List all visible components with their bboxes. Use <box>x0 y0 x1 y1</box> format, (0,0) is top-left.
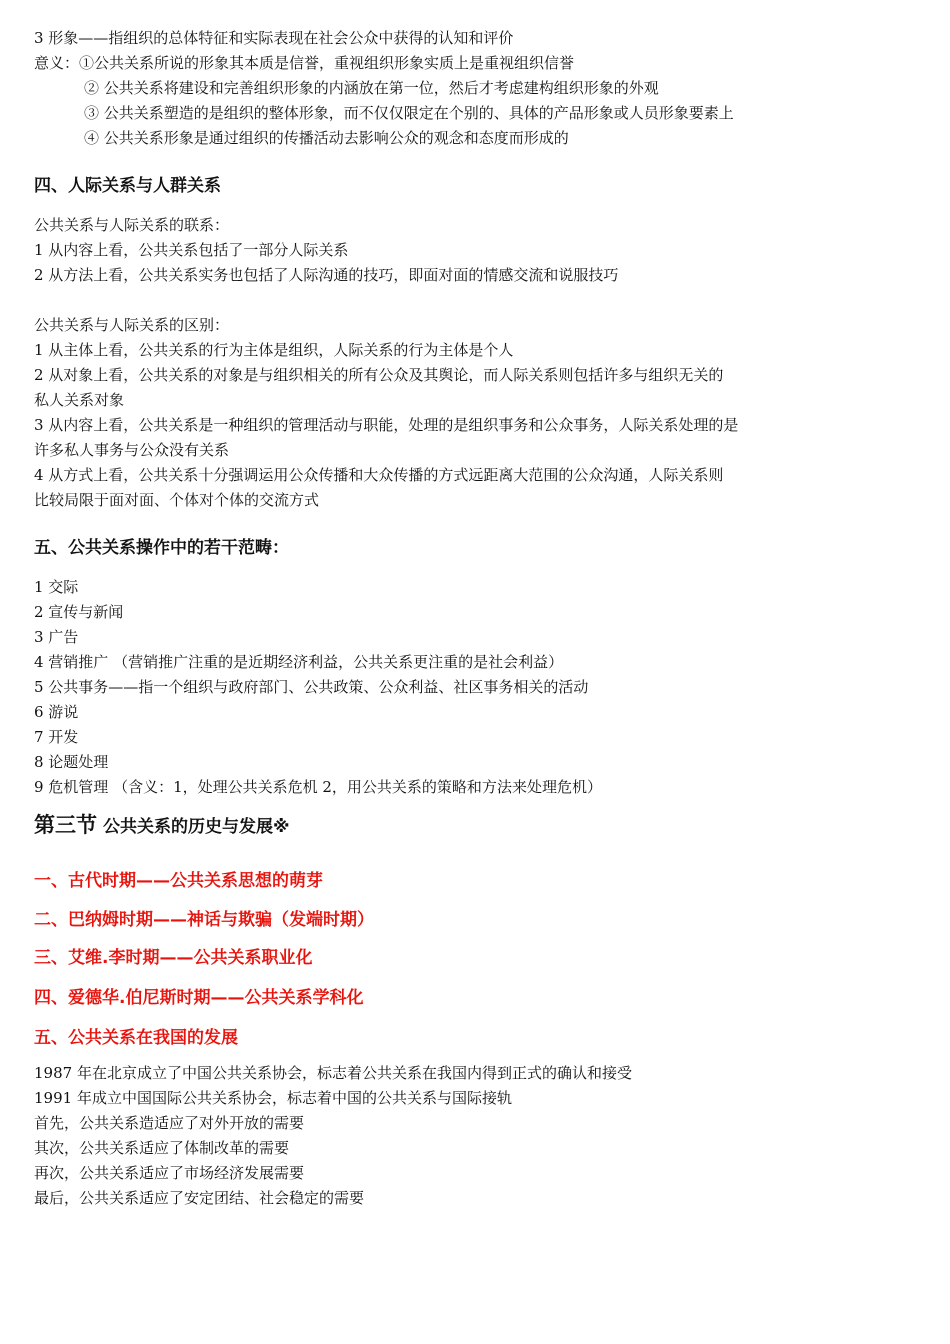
china-line: 最后，公共关系适应了安定团结、社会稳定的需要 <box>34 1189 365 1207</box>
section5-heading: 五、公共关系操作中的若干范畴： <box>34 538 289 558</box>
period-heading-1: 一、古代时期——公共关系思想的萌芽 <box>34 871 323 891</box>
category-item: 2 宣传与新闻 <box>34 603 124 621</box>
document-page <box>34 26 824 1211</box>
category-item: 7 开发 <box>34 728 79 746</box>
diff-title: 公共关系与人际关系的区别： <box>34 316 230 334</box>
chapter3-title-row <box>34 808 824 842</box>
chapter3-label: 第三节 <box>34 813 97 837</box>
link-item-1: 1 从内容上看，公共关系包括了一部分人际关系 <box>34 241 349 259</box>
diff-item-2a: 2 从对象上看，公共关系的对象是与组织相关的所有公众及其舆论，而人际关系则包括许多与组织无关的 <box>34 366 724 384</box>
diff-item-4b: 比较局限于面对面、个体对个体的交流方式 <box>34 491 320 509</box>
diff-item-3b: 许多私人事务与公众没有关系 <box>34 441 230 459</box>
category-item: 1 交际 <box>34 578 79 596</box>
diff-item-3a: 3 从内容上看，公共关系是一种组织的管理活动与职能，处理的是组织事务和公众事务，人际关系处理的是 <box>34 416 739 434</box>
category-item: 4 营销推广 （营销推广注重的是近期经济利益，公共关系更注重的是社会利益） <box>34 653 564 671</box>
link-title: 公共关系与人际关系的联系： <box>34 216 230 234</box>
period-heading-5: 五、公共关系在我国的发展 <box>34 1028 238 1048</box>
section4-heading: 四、人际关系与人群关系 <box>34 176 221 196</box>
diff-item-1: 1 从主体上看，公共关系的行为主体是组织，人际关系的行为主体是个人 <box>34 341 514 359</box>
period-heading-4: 四、爱德华.伯尼斯时期——公共关系学科化 <box>34 988 364 1008</box>
diff-item-4a: 4 从方式上看，公共关系十分强调运用公众传播和大众传播的方式远距离大范围的公众沟通，人际关系则 <box>34 466 724 484</box>
china-line: 再次，公共关系适应了市场经济发展需要 <box>34 1164 305 1182</box>
image-meaning-4: ④ 公共关系形象是通过组织的传播活动去影响公众的观念和态度而形成的 <box>84 129 569 147</box>
image-meaning-3: ③ 公共关系塑造的是组织的整体形象，而不仅仅限定在个别的、具体的产品形象或人员形象要素上 <box>84 104 734 122</box>
chapter3-title: 公共关系的历史与发展※ <box>103 817 290 837</box>
image-meaning-1: 意义：①公共关系所说的形象其本质是信誉，重视组织形象实质上是重视组织信誉 <box>34 54 575 72</box>
image-meaning-2: ② 公共关系将建设和完善组织形象的内涵放在第一位，然后才考虑建构组织形象的外观 <box>84 79 659 97</box>
diff-item-2b: 私人关系对象 <box>34 391 125 409</box>
period-heading-2: 二、巴纳姆时期——神话与欺骗（发端时期） <box>34 910 374 930</box>
category-item: 5 公共事务——指一个组织与政府部门、公共政策、公众利益、社区事务相关的活动 <box>34 678 589 696</box>
category-item: 8 论题处理 <box>34 753 109 771</box>
china-line: 其次，公共关系适应了体制改革的需要 <box>34 1139 290 1157</box>
category-item: 3 广告 <box>34 628 79 646</box>
link-item-2: 2 从方法上看，公共关系实务也包括了人际沟通的技巧，即面对面的情感交流和说服技巧 <box>34 266 619 284</box>
china-line: 1991 年成立中国国际公共关系协会，标志着中国的公共关系与国际接轨 <box>34 1089 512 1107</box>
category-item: 9 危机管理 （含义：1，处理公共关系危机 2，用公共关系的策略和方法来处理危机） <box>34 778 602 796</box>
image-definition: 3 形象——指组织的总体特征和实际表现在社会公众中获得的认知和评价 <box>34 29 514 47</box>
period-heading-3: 三、艾维.李时期——公共关系职业化 <box>34 948 313 968</box>
china-line: 首先，公共关系造适应了对外开放的需要 <box>34 1114 305 1132</box>
category-item: 6 游说 <box>34 703 79 721</box>
china-line: 1987 年在北京成立了中国公共关系协会，标志着公共关系在我国内得到正式的确认和接受 <box>34 1064 632 1082</box>
